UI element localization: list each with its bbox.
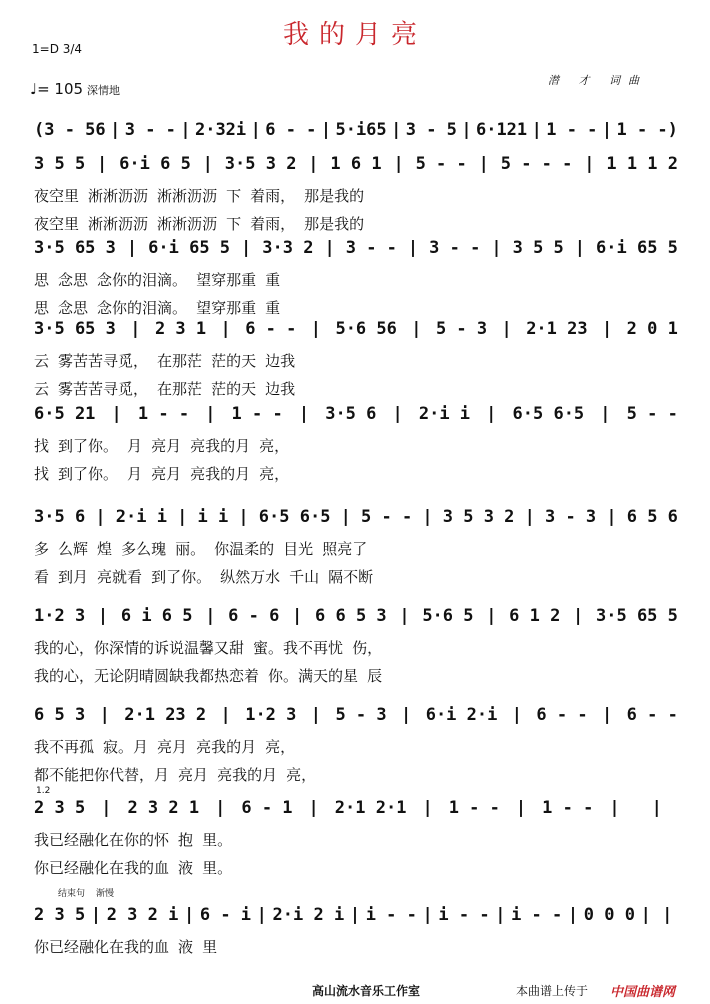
barline: |: [101, 798, 112, 818]
barline: |: [573, 606, 584, 626]
barline: |: [324, 238, 335, 258]
barline: |: [220, 705, 231, 725]
lyric-line: 你已经融化在我的血 液 里: [34, 938, 218, 956]
barline: |: [241, 238, 252, 258]
measure: 1 - -: [546, 120, 598, 140]
rit-label: 渐慢: [96, 889, 115, 899]
barline: |: [130, 319, 141, 339]
measure: 5 - - -: [500, 154, 573, 174]
measure: 6·i 6 5: [119, 154, 191, 174]
barline: |: [202, 154, 213, 174]
barline: |: [422, 798, 433, 818]
measure: i - -: [511, 905, 563, 925]
measure: 6·5 6·5: [512, 404, 585, 424]
notation-row: [34, 120, 678, 140]
barline: |: [411, 319, 422, 339]
barline: |: [177, 507, 188, 527]
lyric-line: 夜空里 淅淅沥沥 淅淅沥沥 下 着雨， 那是我的: [34, 187, 365, 205]
measure: 2·1 23 2: [124, 705, 207, 725]
measure: 1 1 1 2: [606, 154, 678, 174]
measure: 5 - -: [626, 404, 678, 424]
barline: |: [310, 319, 322, 339]
measure: 1 6 1: [330, 154, 382, 174]
measure: 5 - -: [415, 154, 467, 174]
lyric-line: 思 念思 念你的泪滴。 望穿那重 重: [34, 271, 281, 289]
notation-row: [34, 507, 678, 527]
barline: |: [662, 905, 673, 925]
barline: |: [461, 120, 472, 140]
notation-row: [34, 319, 678, 339]
measure: 3 - -: [124, 120, 176, 140]
barline: |: [298, 404, 310, 424]
measure: 6·121: [475, 120, 528, 140]
tempo-marking: [30, 80, 120, 98]
barline: |: [126, 238, 138, 258]
measure: 1·2 3: [34, 606, 86, 626]
measure: 6 5 6: [626, 507, 678, 527]
lyric-line: 找 到了你。 月 亮月 亮我的月 亮，: [34, 437, 290, 455]
barline: |: [310, 705, 322, 725]
measure: 3·5 3 2: [224, 154, 297, 174]
volta-label: 1.2: [36, 786, 51, 796]
measure: 6·i 65 5: [596, 238, 678, 258]
measure: 3·5 65 5: [596, 606, 678, 626]
measure: 3·5 65 3: [34, 238, 116, 258]
measure: 3 5 5: [34, 154, 86, 174]
measure: 3·5 6: [325, 404, 377, 424]
measure: 2 0 1: [626, 319, 678, 339]
measure: 1 - -: [231, 404, 283, 424]
barline: |: [567, 905, 579, 925]
barline: |: [574, 238, 586, 258]
measure: 2·i i: [418, 404, 471, 424]
barline: |: [292, 606, 303, 626]
expression-mark: 深情地: [87, 84, 121, 97]
notation-row: [34, 238, 678, 258]
measure: 1 - -: [137, 404, 190, 424]
measure: 3 - 5: [405, 120, 457, 140]
barline: |: [393, 154, 404, 174]
measure: 5 - 3: [335, 705, 387, 725]
barline: |: [491, 238, 502, 258]
barline: |: [95, 507, 106, 527]
measure: 6 1 2: [509, 606, 561, 626]
measure: 3 - 3: [544, 507, 597, 527]
barline: |: [486, 606, 497, 626]
barline: |: [606, 507, 617, 527]
barline: |: [97, 154, 108, 174]
author-credit: 潜 才 词曲: [548, 74, 647, 87]
barline: |: [205, 404, 216, 424]
measure: 1 - -): [616, 120, 678, 140]
measure: 3·5 6: [34, 507, 86, 527]
barline: |: [308, 154, 319, 174]
lyric-line: 思 念思 念你的泪滴。 望穿那重 重: [34, 299, 281, 317]
measure: 6·i 65 5: [148, 238, 231, 258]
measure: 5 - -: [361, 507, 413, 527]
lyric-line: 我不再孤 寂。月 亮月 亮我的月 亮，: [34, 738, 296, 756]
barline: |: [486, 404, 497, 424]
lyric-line: 都不能把你代替，月 亮月 亮我的月 亮，: [34, 766, 317, 784]
barline: |: [601, 120, 613, 140]
measure: 2 3 5: [34, 798, 86, 818]
measure: 3 5 3 2: [442, 507, 515, 527]
barline: |: [256, 905, 267, 925]
lyric-line: 云 雾苦苦寻觅， 在那茫 茫的天 边我: [34, 352, 296, 370]
measure: 6 i 6 5: [120, 606, 193, 626]
lyric-line: 多 么辉 煌 多么瑰 丽。 你温柔的 目光 照亮了: [34, 540, 368, 558]
barline: |: [422, 507, 433, 527]
measure: 6 - -: [265, 120, 317, 140]
barline: |: [401, 705, 412, 725]
notation-row: [34, 798, 678, 818]
measure: 6 - -: [245, 319, 297, 339]
notation-row: [34, 404, 678, 424]
barline: |: [97, 606, 109, 626]
barline: |: [250, 120, 261, 140]
barline: |: [602, 705, 613, 725]
barline: |: [531, 120, 542, 140]
measure: 6·5 6·5: [258, 507, 331, 527]
barline: |: [495, 905, 506, 925]
measure: 0 0 0: [583, 905, 635, 925]
lyric-line: 我的心，无论阴晴圆缺我都热恋着 你。满天的星 辰: [34, 667, 383, 685]
barline: |: [392, 404, 403, 424]
barline: |: [238, 507, 249, 527]
measure: 3 5 5: [512, 238, 564, 258]
measure: 2·32i: [194, 120, 247, 140]
page-title: 我的月亮: [282, 20, 427, 50]
barline: |: [584, 154, 595, 174]
barline: |: [609, 798, 620, 818]
measure: 2 3 1: [154, 319, 207, 339]
barline: |: [180, 120, 191, 140]
barline: |: [478, 154, 489, 174]
measure: 1·2 3: [245, 705, 297, 725]
barline: |: [399, 606, 410, 626]
measure: 2·i 2 i: [272, 905, 345, 925]
lyric-line: 我已经融化在你的怀 抱 里。: [34, 831, 233, 849]
measure: 6 - -: [536, 705, 588, 725]
measure: 2 3 2 1: [127, 798, 200, 818]
measure: 2·1 2·1: [334, 798, 407, 818]
measure: 6 - 6: [228, 606, 280, 626]
barline: |: [600, 404, 611, 424]
barline: |: [183, 905, 195, 925]
measure: 5·i65: [335, 120, 387, 140]
measure: 1 - -: [542, 798, 594, 818]
barline: |: [110, 120, 121, 140]
barline: |: [391, 120, 402, 140]
barline: |: [349, 905, 361, 925]
barline: |: [407, 238, 419, 258]
barline: |: [602, 319, 613, 339]
upload-note: 本曲谱上传于: [516, 984, 589, 998]
measure: 6 6 5 3: [315, 606, 387, 626]
lyric-line: 云 雾苦苦寻觅， 在那茫 茫的天 边我: [34, 380, 296, 398]
measure: i - -: [365, 905, 417, 925]
measure: 3·5 65 3: [34, 319, 116, 339]
lyric-line: 找 到了你。 月 亮月 亮我的月 亮，: [34, 465, 290, 483]
studio-credit: 高山流水音乐工作室: [312, 984, 421, 998]
barline: |: [651, 798, 662, 818]
barline: |: [320, 120, 332, 140]
notation-row: [34, 705, 678, 725]
barline: |: [501, 319, 512, 339]
barline: |: [111, 404, 122, 424]
measure: 3·3 2: [262, 238, 314, 258]
site-logo: 中国曲谱网: [610, 985, 676, 1000]
barline: |: [640, 905, 651, 925]
measure: (3 - 56: [34, 120, 106, 140]
measure: 6 5 3: [34, 705, 86, 725]
measure: 2·i i: [115, 507, 167, 527]
measure: 6 - -: [626, 705, 678, 725]
barline: |: [515, 798, 527, 818]
measure: i i: [197, 507, 229, 527]
lyric-line: 夜空里 淅淅沥沥 淅淅沥沥 下 着雨， 那是我的: [34, 215, 365, 233]
barline: |: [511, 705, 523, 725]
barline: |: [215, 798, 226, 818]
barline: |: [308, 798, 319, 818]
notation-row: [34, 154, 678, 174]
measure: 2·1 23: [526, 319, 588, 339]
measure: 3 - -: [429, 238, 481, 258]
lyric-line: 看 到月 亮就看 到了你。 纵然万水 千山 隔不断: [34, 568, 374, 586]
measure: 6 - i: [199, 905, 252, 925]
measure: 3 - -: [345, 238, 397, 258]
barline: |: [205, 606, 216, 626]
measure: i - -: [438, 905, 490, 925]
measure: 6·i 2·i: [425, 705, 498, 725]
notation-row: [34, 905, 678, 925]
barline: |: [340, 507, 351, 527]
measure: 5·6 5: [422, 606, 474, 626]
measure: 1 - -: [448, 798, 500, 818]
barline: |: [220, 319, 231, 339]
barline: |: [99, 705, 110, 725]
barline: |: [422, 905, 433, 925]
barline: |: [90, 905, 102, 925]
tempo-value: ♩= 105: [30, 80, 84, 98]
measure: 6 - 1: [241, 798, 293, 818]
key-signature: 1=D 3/4: [32, 42, 83, 56]
measure: 5 - 3: [435, 319, 488, 339]
lyric-line: 你已经融化在我的血 液 里。: [34, 859, 233, 877]
coda-label: 结束句: [58, 889, 86, 899]
measure: 5·6 56: [335, 319, 397, 339]
measure: 6·5 21: [34, 404, 96, 424]
lyric-line: 我的心，你深情的诉说温馨又甜 蜜。我不再忧 伤，: [34, 639, 383, 657]
barline: |: [524, 507, 535, 527]
measure: 2 3 2 i: [106, 905, 179, 925]
measure: 2 3 5: [34, 905, 86, 925]
notation-row: [34, 606, 678, 626]
